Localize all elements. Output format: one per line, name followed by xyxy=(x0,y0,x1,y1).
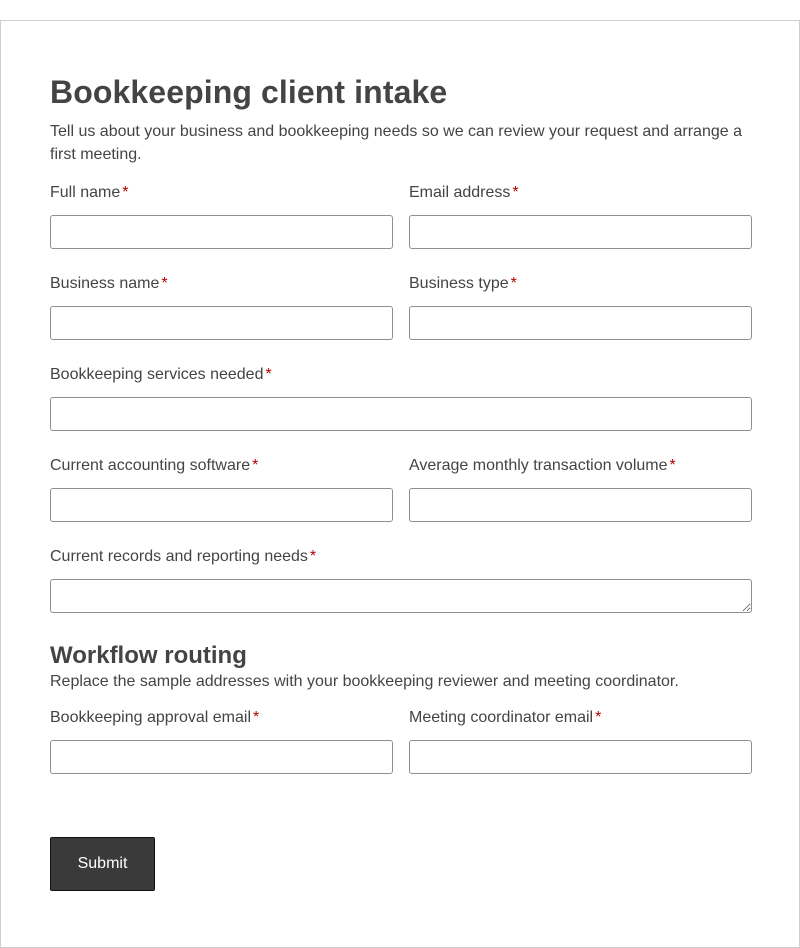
business-name-input[interactable] xyxy=(50,306,393,340)
business-name-field xyxy=(50,274,393,340)
required-marker: * xyxy=(309,548,317,565)
services-input[interactable] xyxy=(50,397,752,431)
required-marker: * xyxy=(161,275,168,292)
full-name-label-text: Full name xyxy=(50,184,121,201)
approval-email-input[interactable] xyxy=(50,740,393,774)
business-type-label-text: Business type xyxy=(409,275,509,292)
coordinator-email-field xyxy=(409,708,752,774)
volume-input[interactable] xyxy=(409,488,752,522)
approval-email-field xyxy=(50,708,393,774)
email-label xyxy=(409,183,752,203)
workflow-description: Replace the sample addresses with your bookkeeping reviewer and meeting coordinator. xyxy=(50,673,679,690)
records-label-text: Current records and reporting needs xyxy=(50,548,308,565)
coordinator-email-label xyxy=(409,708,752,728)
full-name-input[interactable] xyxy=(50,215,393,249)
field-row-workflow-emails xyxy=(50,708,752,774)
records-field xyxy=(50,547,752,613)
required-marker: * xyxy=(253,709,260,726)
coordinator-email-label-text: Meeting coordinator email xyxy=(409,709,594,726)
approval-email-label-text: Bookkeeping approval email xyxy=(50,709,252,726)
field-row-software-volume xyxy=(50,456,752,522)
email-field xyxy=(409,183,752,249)
field-row-records xyxy=(50,547,752,613)
records-label xyxy=(50,547,752,567)
required-marker: * xyxy=(252,457,259,474)
business-name-label-text: Business name xyxy=(50,275,160,292)
required-marker: * xyxy=(595,709,602,726)
required-marker: * xyxy=(512,184,519,201)
form-card xyxy=(0,20,800,948)
required-marker: * xyxy=(669,457,676,474)
volume-label xyxy=(409,456,752,476)
required-marker: * xyxy=(122,184,129,201)
coordinator-email-input[interactable] xyxy=(409,740,752,774)
submit-button[interactable]: Submit xyxy=(50,837,155,891)
field-row-name-email xyxy=(50,183,752,249)
volume-label-text: Average monthly transaction volume xyxy=(409,457,668,474)
field-row-business xyxy=(50,274,752,340)
business-name-label xyxy=(50,274,393,294)
form-title: Bookkeeping client intake xyxy=(50,74,448,110)
services-label xyxy=(50,365,752,385)
email-label-text: Email address xyxy=(409,184,511,201)
software-field xyxy=(50,456,393,522)
services-field xyxy=(50,365,752,431)
services-label-text: Bookkeeping services needed xyxy=(50,366,264,383)
software-input[interactable] xyxy=(50,488,393,522)
field-row-services xyxy=(50,365,752,431)
required-marker: * xyxy=(265,366,272,383)
business-type-input[interactable] xyxy=(409,306,752,340)
business-type-label xyxy=(409,274,752,294)
required-marker: * xyxy=(510,275,517,292)
volume-field xyxy=(409,456,752,522)
software-label xyxy=(50,456,393,476)
approval-email-label xyxy=(50,708,393,728)
business-type-field xyxy=(409,274,752,340)
email-input[interactable] xyxy=(409,215,752,249)
full-name-field xyxy=(50,183,393,249)
workflow-title: Workflow routing xyxy=(50,642,247,669)
form-description: Tell us about your business and bookkeeping needs so we can review your request and arrange a first meeting. xyxy=(50,123,742,163)
full-name-label xyxy=(50,183,393,203)
records-textarea[interactable] xyxy=(50,579,752,613)
software-label-text: Current accounting software xyxy=(50,457,251,474)
form-content xyxy=(50,73,752,774)
